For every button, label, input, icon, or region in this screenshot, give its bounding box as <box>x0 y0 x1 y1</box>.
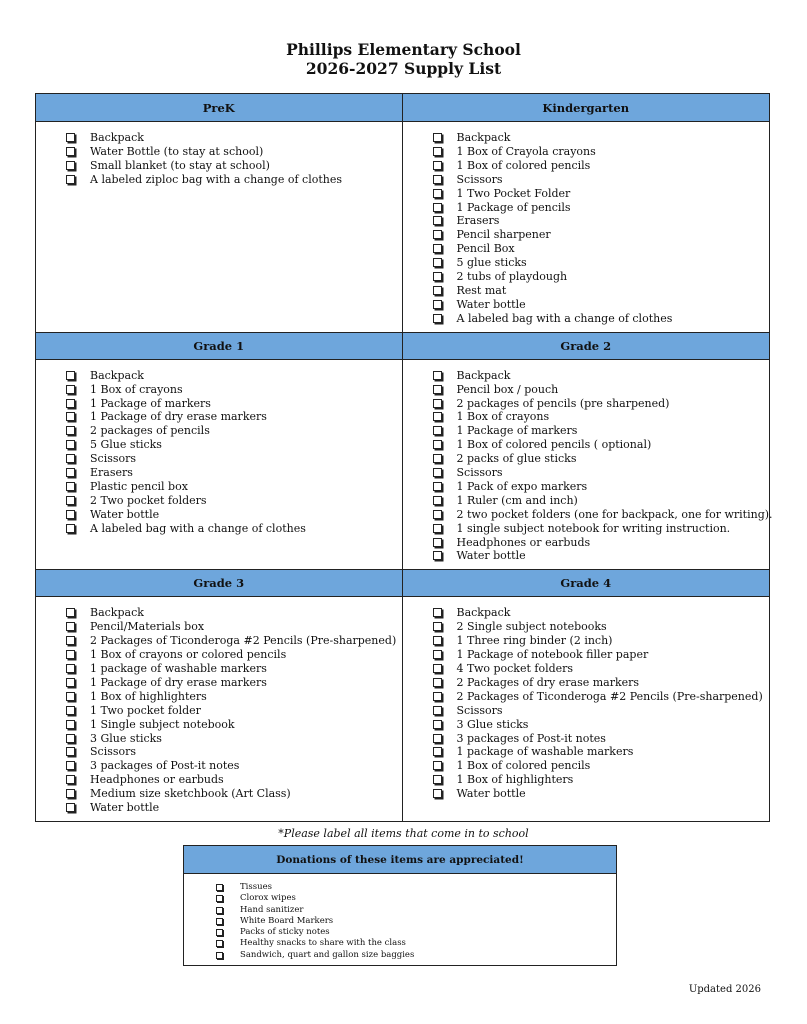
list-item <box>433 494 770 508</box>
list-item <box>433 159 770 173</box>
checkbox-icon <box>433 482 442 491</box>
checkbox-icon <box>433 468 442 477</box>
checkbox-icon <box>433 258 442 267</box>
checkbox-icon <box>66 692 75 701</box>
item-label: Erasers <box>456 214 500 228</box>
grade-header: PreK <box>36 94 402 122</box>
checkbox-icon <box>433 678 442 687</box>
list-item <box>433 383 770 397</box>
item-label: 3 packages of Post-it notes <box>456 731 606 745</box>
item-label: Scissors <box>456 466 503 480</box>
item-label: 2 Packages of Ticonderoga #2 Pencils (Pre-sharpened) <box>456 689 763 703</box>
checkbox-icon <box>433 203 442 212</box>
supply-list <box>403 597 770 807</box>
list-item <box>433 773 770 787</box>
list-item <box>66 634 402 648</box>
list-item <box>66 759 402 773</box>
donations-header: Donations of these items are appreciated! <box>184 846 616 874</box>
item-label: 1 single subject notebook for writing instruction. <box>456 521 731 535</box>
list-item <box>433 718 770 732</box>
checkbox-icon <box>66 161 75 170</box>
list-item <box>433 606 770 620</box>
checkbox-icon <box>66 147 75 156</box>
checkbox-icon <box>66 608 75 617</box>
checkbox-icon <box>66 371 75 380</box>
list-item <box>433 187 770 201</box>
list-item <box>216 916 616 927</box>
list-item <box>66 801 402 815</box>
item-label: Headphones or earbuds <box>456 535 591 549</box>
list-item <box>433 312 770 326</box>
item-label: 1 Three ring binder (2 inch) <box>456 634 613 648</box>
item-label: Water bottle <box>456 297 526 311</box>
checkbox-icon <box>433 286 442 295</box>
item-label: 1 Box of colored pencils <box>456 158 591 172</box>
checkbox-icon <box>433 371 442 380</box>
item-label: Medium size sketchbook (Art Class) <box>90 787 291 801</box>
item-label: Backpack <box>90 131 144 144</box>
item-label: 2 packages of pencils <box>90 424 210 438</box>
list-item <box>433 298 770 312</box>
item-label: 2 Single subject notebooks <box>456 620 607 634</box>
grade-header: Grade 4 <box>403 569 770 597</box>
table-row <box>36 569 769 821</box>
item-label: 1 Package of notebook filler paper <box>456 648 649 662</box>
list-item <box>433 480 770 494</box>
checkbox-icon <box>433 706 442 715</box>
list-item <box>433 424 770 438</box>
supply-table <box>35 93 773 822</box>
list-item <box>433 466 770 480</box>
checkbox-icon <box>66 706 75 715</box>
list-item <box>66 383 402 397</box>
list-item <box>433 270 770 284</box>
grade-section <box>36 332 403 570</box>
item-label: 3 Glue sticks <box>456 717 529 731</box>
table-row <box>36 332 773 570</box>
supply-list <box>36 360 402 542</box>
school-name: Phillips Elementary School <box>286 40 521 59</box>
checkbox-icon <box>433 608 442 617</box>
list-item <box>66 522 402 536</box>
item-label: 3 Glue sticks <box>90 731 162 745</box>
checkbox-icon <box>66 734 75 743</box>
item-label: 1 Box of highlighters <box>90 689 207 703</box>
page-title <box>0 40 807 78</box>
item-label: Scissors <box>456 172 503 186</box>
list-item <box>433 745 770 759</box>
list-item <box>433 438 770 452</box>
list-item <box>66 410 402 424</box>
checkbox-icon <box>433 692 442 701</box>
checkbox-icon <box>66 775 75 784</box>
list-item <box>66 648 402 662</box>
checkbox-icon <box>66 133 75 142</box>
item-label: Small blanket (to stay at school) <box>90 158 270 172</box>
table-row <box>36 94 769 332</box>
checkbox-icon <box>216 884 223 891</box>
checkbox-icon <box>216 929 223 936</box>
item-label: 2 two pocket folders (one for backpack, one for writing). <box>456 507 773 521</box>
item-label: 1 Box of crayons <box>90 382 183 396</box>
item-label: Water bottle <box>90 801 160 815</box>
list-item <box>66 173 402 187</box>
checkbox-icon <box>216 918 223 925</box>
list-item <box>66 131 402 145</box>
checkbox-icon <box>433 747 442 756</box>
item-label: Backpack <box>90 606 144 620</box>
grade-section <box>403 569 770 821</box>
item-label: 2 Packages of Ticonderoga #2 Pencils (Pre-sharpened) <box>90 634 397 648</box>
list-item <box>66 424 402 438</box>
checkbox-icon <box>66 496 75 505</box>
checkbox-icon <box>66 440 75 449</box>
item-label: Water Bottle (to stay at school) <box>90 144 264 158</box>
checkbox-icon <box>433 189 442 198</box>
supply-list <box>403 360 773 570</box>
checkbox-icon <box>216 907 223 914</box>
item-label: 1 Package of dry erase markers <box>90 410 267 424</box>
list-item <box>433 369 770 383</box>
item-label: 2 Two pocket folders <box>90 493 207 507</box>
checkbox-icon <box>433 272 442 281</box>
list-item <box>433 634 770 648</box>
grade-header: Grade 1 <box>36 332 402 360</box>
item-label: 1 Package of markers <box>90 396 211 410</box>
list-item <box>433 145 770 159</box>
list-item <box>66 508 402 522</box>
checkbox-icon <box>433 230 442 239</box>
item-label: Sandwich, quart and gallon size baggies <box>240 949 415 960</box>
grade-section <box>36 569 403 821</box>
checkbox-icon <box>433 538 442 547</box>
checkbox-icon <box>66 454 75 463</box>
checkbox-icon <box>66 385 75 394</box>
supply-list <box>36 597 402 821</box>
list-item <box>66 466 402 480</box>
checkbox-icon <box>216 895 223 902</box>
checkbox-icon <box>66 175 75 184</box>
list-item <box>216 893 616 904</box>
list-item <box>66 787 402 801</box>
list-item <box>433 284 770 298</box>
list-item <box>66 438 402 452</box>
list-item <box>66 620 402 634</box>
item-label: 5 glue sticks <box>456 256 527 270</box>
item-label: Clorox wipes <box>240 893 296 904</box>
checkbox-icon <box>433 551 442 560</box>
checkbox-icon <box>433 622 442 631</box>
item-label: White Board Markers <box>240 915 334 926</box>
list-item <box>433 549 770 563</box>
item-label: 1 Box of colored pencils <box>456 759 591 773</box>
item-label: Plastic pencil box <box>90 479 188 493</box>
checkbox-icon <box>433 650 442 659</box>
list-item <box>433 690 770 704</box>
supply-list <box>403 122 770 332</box>
list-item <box>66 606 402 620</box>
checkbox-icon <box>433 314 442 323</box>
grade-section <box>403 332 773 570</box>
checkbox-icon <box>66 468 75 477</box>
list-item <box>433 410 770 424</box>
list-item <box>433 256 770 270</box>
list-item <box>66 159 402 173</box>
item-label: Backpack <box>456 131 511 144</box>
checkbox-icon <box>433 385 442 394</box>
checkbox-icon <box>66 482 75 491</box>
item-label: Water bottle <box>456 549 526 563</box>
list-item <box>433 522 770 536</box>
list-item <box>433 507 773 522</box>
list-item <box>433 452 770 466</box>
grade-section <box>36 94 403 332</box>
checkbox-icon <box>66 426 75 435</box>
item-label: Pencil/Materials box <box>90 620 205 634</box>
item-label: Headphones or earbuds <box>90 773 224 787</box>
grade-header: Kindergarten <box>403 94 770 122</box>
item-label: Scissors <box>90 452 137 466</box>
item-label: Scissors <box>90 745 137 759</box>
checkbox-icon <box>433 761 442 770</box>
checkbox-icon <box>433 244 442 253</box>
item-label: Erasers <box>90 466 133 480</box>
item-label: 1 Single subject notebook <box>90 717 235 731</box>
list-item <box>66 145 402 159</box>
item-label: 1 package of washable markers <box>456 745 634 759</box>
item-label: 1 Box of crayons or colored pencils <box>90 648 287 662</box>
item-label: 1 Two pocket folder <box>90 703 201 717</box>
checkbox-icon <box>66 747 75 756</box>
list-item <box>433 732 770 746</box>
checkbox-icon <box>66 761 75 770</box>
list-item <box>433 201 770 215</box>
list-item <box>216 882 616 893</box>
list-item <box>66 676 402 690</box>
item-label: A labeled bag with a change of clothes <box>456 311 673 325</box>
checkbox-icon <box>433 636 442 645</box>
list-item <box>433 676 770 690</box>
label-note: *Please label all items that come in to school <box>278 827 529 840</box>
checkbox-icon <box>433 133 442 142</box>
item-label: 1 Package of markers <box>456 424 578 438</box>
list-item <box>66 704 402 718</box>
item-label: Hand sanitizer <box>240 904 304 915</box>
list-item <box>66 773 402 787</box>
checkbox-icon <box>216 940 223 947</box>
item-label: A labeled bag with a change of clothes <box>90 521 306 535</box>
item-label: 1 Ruler (cm and inch) <box>456 493 578 507</box>
item-label: Packs of sticky notes <box>240 927 330 938</box>
checkbox-icon <box>433 300 442 309</box>
list-item <box>433 397 770 411</box>
checkbox-icon <box>433 147 442 156</box>
donations-box <box>183 845 617 966</box>
item-label: Backpack <box>90 368 144 382</box>
checkbox-icon <box>66 636 75 645</box>
checkbox-icon <box>66 789 75 798</box>
item-label: 4 Two pocket folders <box>456 662 574 675</box>
item-label: 1 Package of dry erase markers <box>90 675 267 689</box>
list-item <box>433 787 770 801</box>
list-item <box>66 369 402 383</box>
checkbox-icon <box>66 803 75 812</box>
checkbox-icon <box>433 510 442 519</box>
item-label: 5 Glue sticks <box>90 438 162 452</box>
checkbox-icon <box>433 426 442 435</box>
checkbox-icon <box>433 664 442 673</box>
item-label: Water bottle <box>90 507 160 521</box>
list-item <box>216 950 616 961</box>
checkbox-icon <box>433 789 442 798</box>
list-item <box>66 662 402 676</box>
list-item <box>433 759 770 773</box>
list-item <box>433 214 770 228</box>
checkbox-icon <box>216 952 223 959</box>
item-label: Rest mat <box>456 283 507 297</box>
grade-header: Grade 2 <box>403 332 770 360</box>
list-item <box>433 620 770 634</box>
checkbox-icon <box>66 412 75 421</box>
item-label: 1 Box of highlighters <box>456 773 574 787</box>
list-item <box>66 690 402 704</box>
checkbox-icon <box>433 399 442 408</box>
grade-header: Grade 3 <box>36 569 402 597</box>
item-label: Tissues <box>240 882 272 892</box>
item-label: A labeled ziploc bag with a change of clothes <box>90 172 343 186</box>
checkbox-icon <box>433 524 442 533</box>
list-item <box>433 704 770 718</box>
checkbox-icon <box>433 440 442 449</box>
list-item <box>66 397 402 411</box>
list-item <box>66 732 402 746</box>
item-label: Backpack <box>456 606 511 620</box>
list-item <box>216 905 616 916</box>
checkbox-icon <box>66 664 75 673</box>
checkbox-icon <box>433 412 442 421</box>
checkbox-icon <box>66 622 75 631</box>
item-label: 1 Box of Crayola crayons <box>456 144 596 158</box>
checkbox-icon <box>433 734 442 743</box>
grade-section <box>403 94 770 332</box>
item-label: 1 package of washable markers <box>90 662 267 675</box>
list-item <box>66 745 402 759</box>
item-label: Water bottle <box>456 787 526 801</box>
item-label: 3 packages of Post-it notes <box>90 759 240 773</box>
list-item <box>433 173 770 187</box>
checkbox-icon <box>433 720 442 729</box>
checkbox-icon <box>66 524 75 533</box>
list-item <box>66 718 402 732</box>
checkbox-icon <box>433 161 442 170</box>
list-item <box>216 927 616 938</box>
list-item <box>433 131 770 145</box>
item-label: 2 Packages of dry erase markers <box>456 675 640 689</box>
donations-list <box>184 874 616 961</box>
supply-list <box>36 122 402 193</box>
checkbox-icon <box>66 510 75 519</box>
list-item <box>433 536 770 550</box>
item-label: 2 packages of pencils (pre sharpened) <box>456 396 670 410</box>
checkbox-icon <box>66 399 75 408</box>
updated-date: Updated 2026 <box>688 984 761 995</box>
item-label: Scissors <box>456 703 503 717</box>
checkbox-icon <box>433 216 442 225</box>
list-item <box>433 662 770 676</box>
list-item <box>216 938 616 949</box>
checkbox-icon <box>433 496 442 505</box>
checkbox-icon <box>433 775 442 784</box>
list-title: 2026-2027 Supply List <box>305 59 502 78</box>
item-label: 1 Box of colored pencils ( optional) <box>456 438 652 452</box>
item-label: Healthy snacks to share with the class <box>240 938 406 949</box>
list-item <box>433 242 770 256</box>
checkbox-icon <box>66 650 75 659</box>
item-label: 2 packs of glue sticks <box>456 452 577 466</box>
item-label: 1 Pack of expo markers <box>456 479 588 493</box>
item-label: 1 Two Pocket Folder <box>456 186 571 200</box>
item-label: 1 Box of crayons <box>456 410 550 424</box>
item-label: Pencil sharpener <box>456 228 551 242</box>
list-item <box>433 648 770 662</box>
list-item <box>433 228 770 242</box>
checkbox-icon <box>433 175 442 184</box>
item-label: Pencil Box <box>456 242 515 256</box>
checkbox-icon <box>66 678 75 687</box>
list-item <box>66 480 402 494</box>
list-item <box>66 452 402 466</box>
item-label: Backpack <box>456 368 511 382</box>
item-label: 2 tubs of playdough <box>456 270 568 284</box>
checkbox-icon <box>433 454 442 463</box>
checkbox-icon <box>66 720 75 729</box>
item-label: 1 Package of pencils <box>456 200 571 214</box>
item-label: Pencil box / pouch <box>456 382 559 396</box>
list-item <box>66 494 402 508</box>
